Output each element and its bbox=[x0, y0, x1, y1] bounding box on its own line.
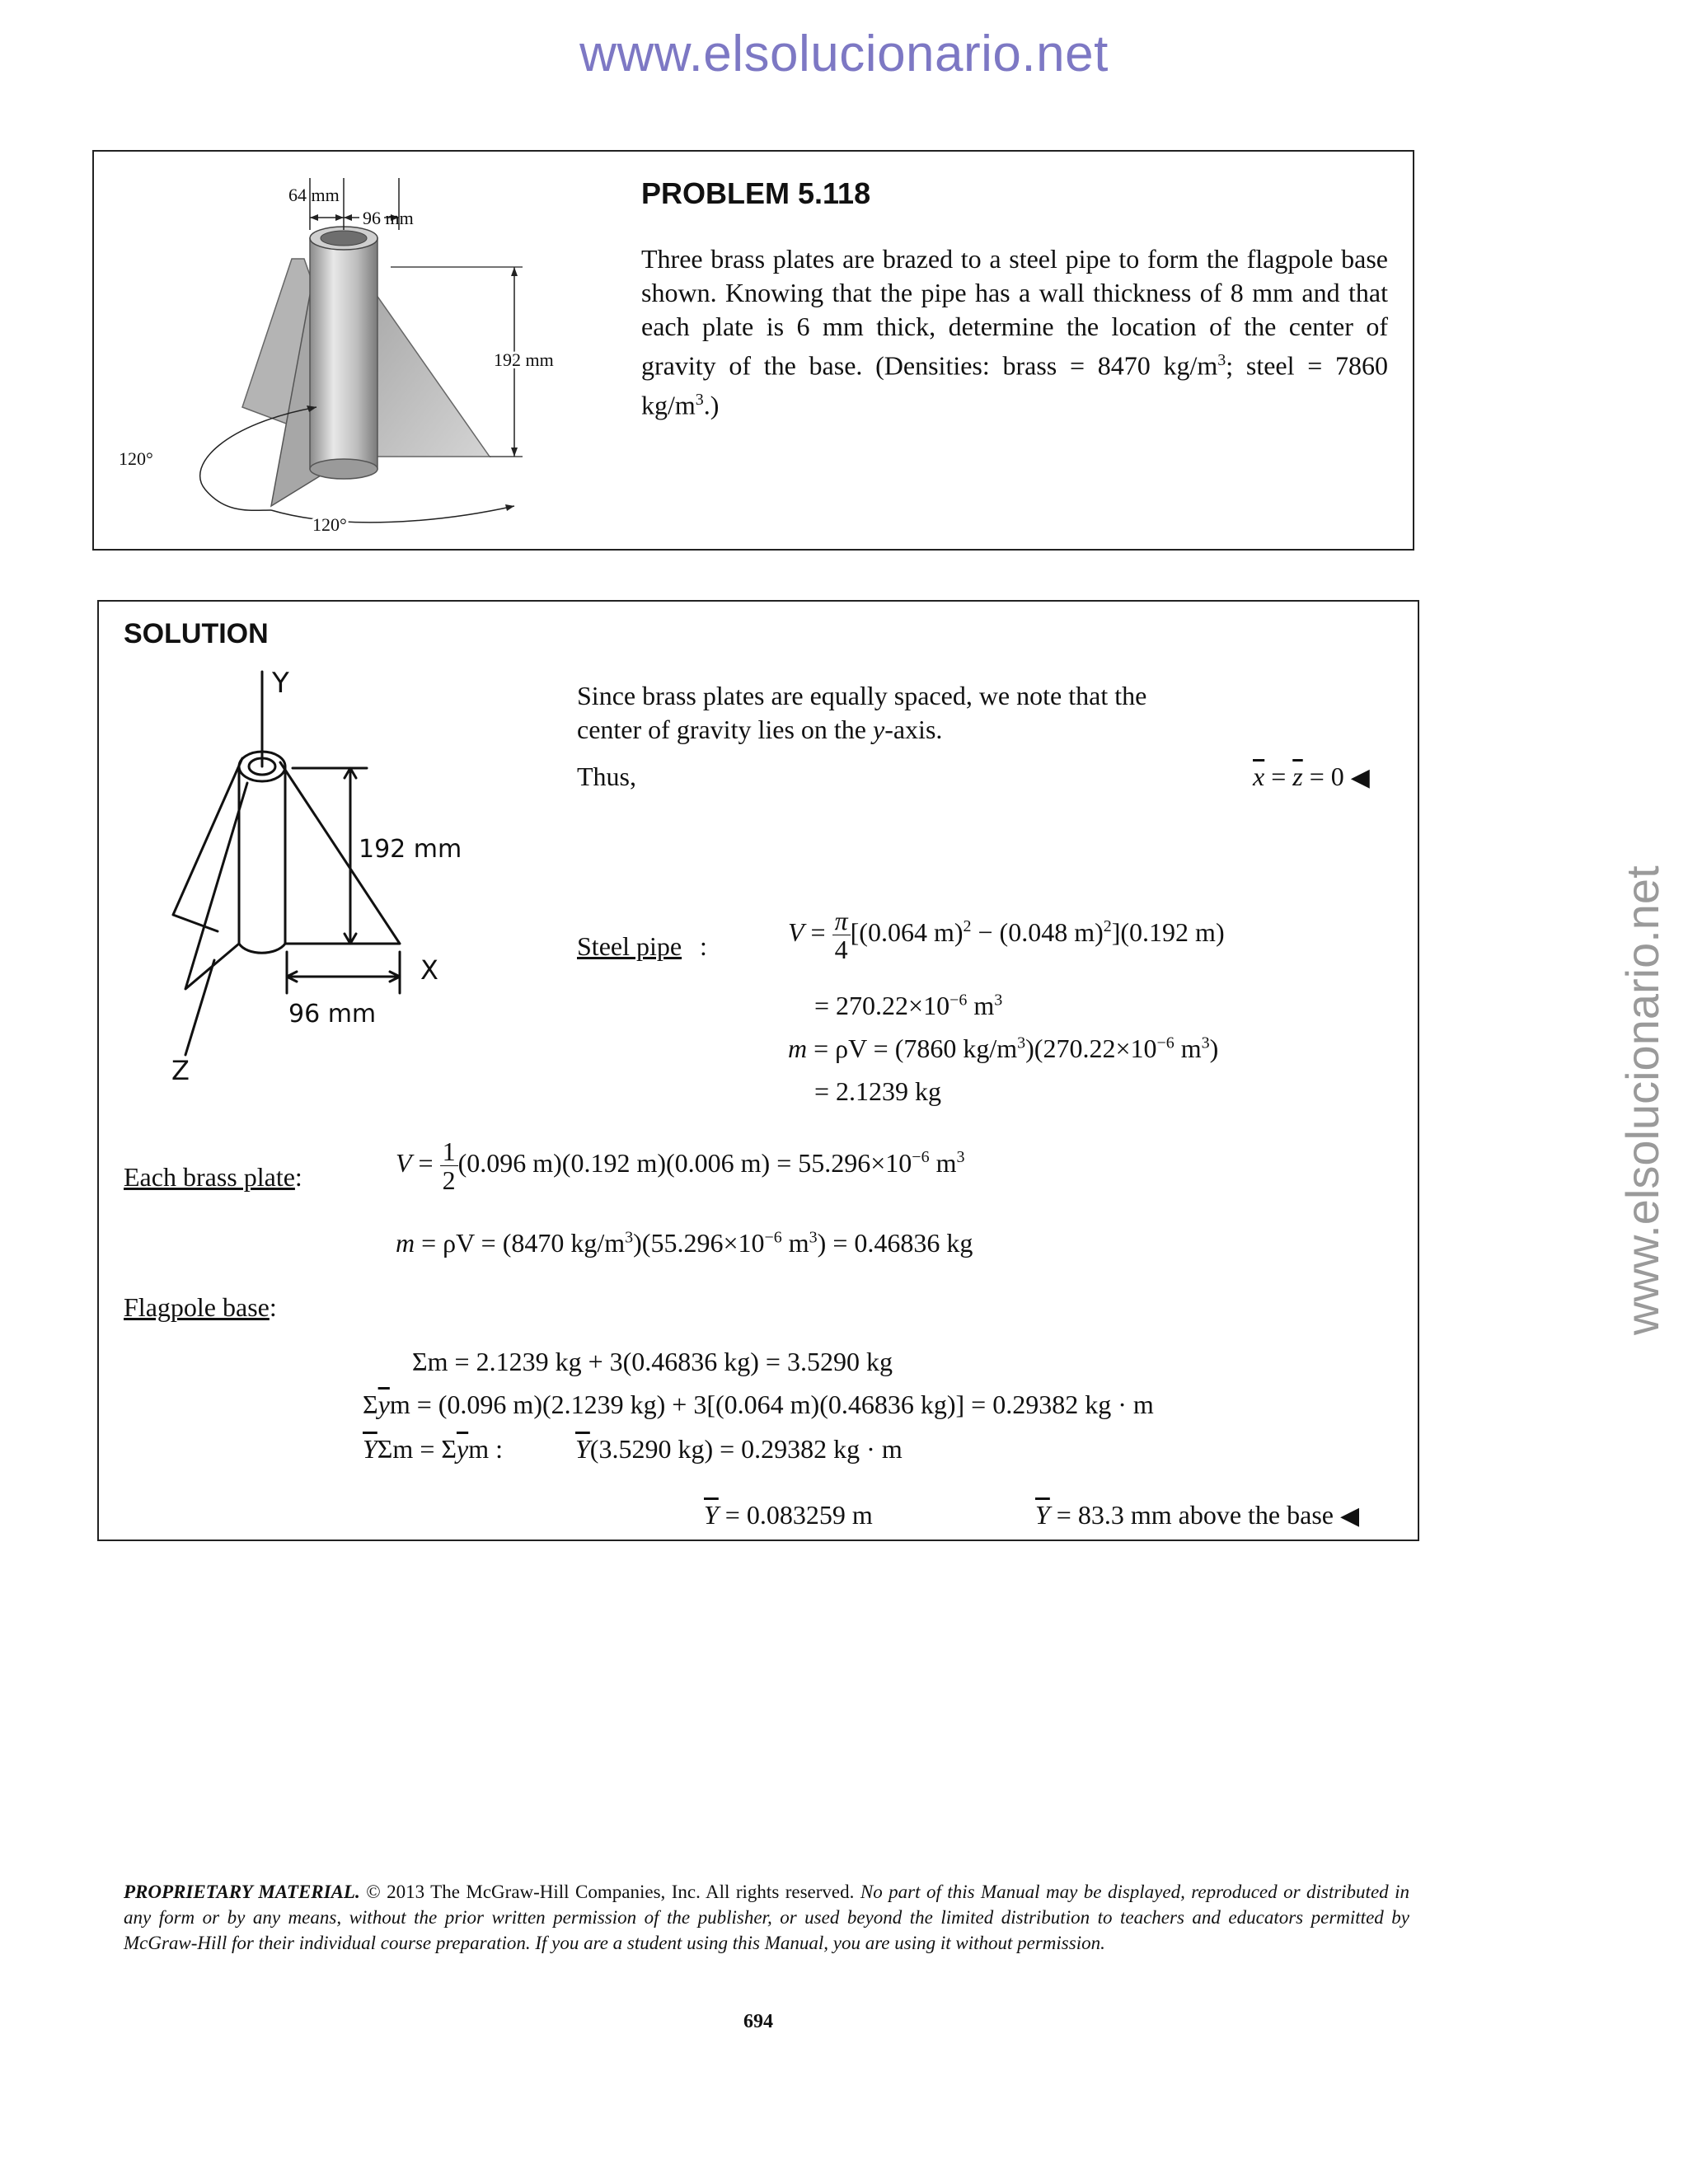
steel-volume-result: = $270.22\times 10^{-6}$ $m^3$ bbox=[814, 991, 1003, 1020]
dim-192-label: 192 mm bbox=[494, 349, 554, 370]
angle-left-label: 120° bbox=[119, 448, 153, 469]
steel-volume-eq: V = $\frac{\pi}{4}$ [(0.064 m)$^2$ − (0.048 m)$^2$](0.192 m) bbox=[788, 906, 1225, 964]
watermark-side-text: www.elsolucionario.net bbox=[1616, 865, 1668, 1335]
intro-text-1: Since brass plates are equally spaced, we note that the center of gravity lies on the bbox=[577, 681, 1147, 744]
answer-marker-icon: ◀ bbox=[1339, 1502, 1360, 1530]
sum-m-eq: Σm = 2.1239 kg + 3(0.46836 kg) = 3.5290 kg bbox=[412, 1347, 893, 1376]
intro-axis: y bbox=[872, 715, 885, 744]
page-number: 694 bbox=[743, 2011, 773, 2032]
steel-pipe bbox=[310, 238, 377, 469]
problem-text-3: .) bbox=[703, 390, 720, 420]
problem-text-1: Three brass plates are brazed to a steel pipe to form the flagpole base shown. Knowing that the pipe has a wall thickness of 8 mm and that each plate is 6 mm thick, determine the location of the center of gravity of the base. (Densities: brass = 8470 kg/m bbox=[641, 244, 1388, 381]
y-value: $\overline{Y} = 0.083259$ m bbox=[704, 1500, 873, 1530]
relation-eq: $\overline{Y}\Sigma m = \Sigma\overline{y}m$ : bbox=[363, 1434, 503, 1464]
sketch-dim-192: 192 mm bbox=[359, 835, 462, 864]
angle-bottom-label: 120° bbox=[312, 514, 347, 535]
problem-text-2: ; steel = 7860 kg/m bbox=[641, 350, 1389, 420]
solution-box: SOLUTION Y X Z 192 mm 96 mm Since brass plates are equally spaced, we note that the center of gravity lies on the y-axis. Thus, $\overline{x} = \overline{z} = 0$ ◀ Steel pipe : V = $\frac{\pi}{4}$ [(0.064 m)$^2$ − (0.048 m)$^2$](0.192 m) = $270.22\times 10^{-6}$ $m^3$ m = ρV = (7860 $kg/m^3)(270.22\times 10^{-6}$ $m^3$) = 2.1239 kg Each brass plate: V = $\frac{1}{2}$ (0.096 m)(0.192 m)(0.006 $m) = 55.296\times 10^{-6}$ $m^3$ m = ρV = (8470 $kg/m^3)(55.296\times 10^{-6}$ $m^3) = 0.46836$ kg Flagpole base: Σm = 2.1239 kg + 3(0.46836 kg) = 3.5290 kg $\Sigma\overline{y}m = (0.096$ m)(2.1239 kg) + 3[(0.064 m)(0.46836 kg)] = 0.29382 kg · m $\overline{Y}\Sigma m = \Sigma\overline{y}m$ : $\overline{Y}(3.5290$ kg) = 0.29382 kg · m $\overline{Y} = 0.083259$ m $\overline{Y} = 83.3$ mm above the base ◀ bbox=[97, 600, 1419, 1541]
sketch-x-label: X bbox=[420, 954, 438, 986]
brass-mass-eq: m = ρV = (8470 $kg/m^3)(55.296\times 10^{-6}$ $m^3) = 0.46836$ kg bbox=[396, 1228, 973, 1258]
relation-eval: $\overline{Y}(3.5290$ kg) = 0.29382 kg · m bbox=[575, 1434, 903, 1464]
dim-64-label: 64 mm bbox=[288, 185, 340, 205]
problem-box bbox=[92, 150, 1414, 551]
problem-statement: Three brass plates are brazed to a steel pipe to form the flagpole base shown. Knowing that the pipe has a wall thickness of 8 mm and that each plate is 6 mm thick, determine the location of the center of gravity of the base. (Densities: brass = 8470 $kg/m^3$; steel = 7860 $kg/m^3$.) bbox=[641, 244, 1389, 420]
sketch-z-label: Z bbox=[171, 1055, 190, 1086]
steel-mass-eq: m = ρV = (7860 $kg/m^3)(270.22\times 10^{-6}$ $m^3$) bbox=[788, 1033, 1219, 1063]
result-xz: $\overline{x} = \overline{z} = 0$ ◀ bbox=[1253, 762, 1370, 791]
answer-marker-icon: ◀ bbox=[1350, 764, 1370, 791]
proprietary-notice: PROPRIETARY MATERIAL. © 2013 The McGraw-Hill Companies, Inc. All rights reserved. No part of this Manual may be displayed, reproduced or distributed in any form or by any means, without the prior written permission of the publisher, or used beyond the limited distribution to teachers and educators permitted by McGraw-Hill for their individual course preparation. If you are a student using this Manual, you are using it without permission. bbox=[124, 1882, 1410, 1953]
flagpole-figure bbox=[119, 160, 654, 547]
watermark-top: www.elsolucionario.net bbox=[579, 26, 1109, 82]
result-xz-value: = 0 bbox=[1309, 762, 1344, 791]
flagpole-base-label: Flagpole base: bbox=[124, 1292, 277, 1322]
sum-ym-eq: $\Sigma\overline{y}m = (0.096$ m)(2.1239 kg) + 3[(0.064 m)(0.46836 kg)] = 0.29382 kg · m bbox=[363, 1390, 1154, 1419]
intro-text-2: -axis. bbox=[884, 715, 943, 744]
steel-mass-result: = 2.1239 kg bbox=[814, 1076, 942, 1106]
problem-title: PROBLEM 5.118 bbox=[641, 176, 871, 210]
sketch-dim-96: 96 mm bbox=[288, 1000, 377, 1029]
brass-plate-label: Each brass plate: bbox=[124, 1162, 302, 1192]
dim-96-label: 96 mm bbox=[363, 208, 414, 228]
solution-title: SOLUTION bbox=[124, 618, 269, 649]
solution-intro bbox=[577, 679, 1170, 747]
solution-sketch bbox=[157, 668, 503, 1096]
brass-volume-eq: V = $\frac{1}{2}$ (0.096 m)(0.192 m)(0.006 $m) = 55.296\times 10^{-6}$ $m^3$ bbox=[396, 1137, 965, 1195]
sketch-y-label: Y bbox=[272, 667, 289, 700]
steel-pipe-label: Steel pipe bbox=[577, 931, 682, 961]
y-final: $\overline{Y} = 83.3$ mm above the base ◀ bbox=[1035, 1500, 1360, 1530]
thus-label: Thus, bbox=[577, 762, 636, 791]
